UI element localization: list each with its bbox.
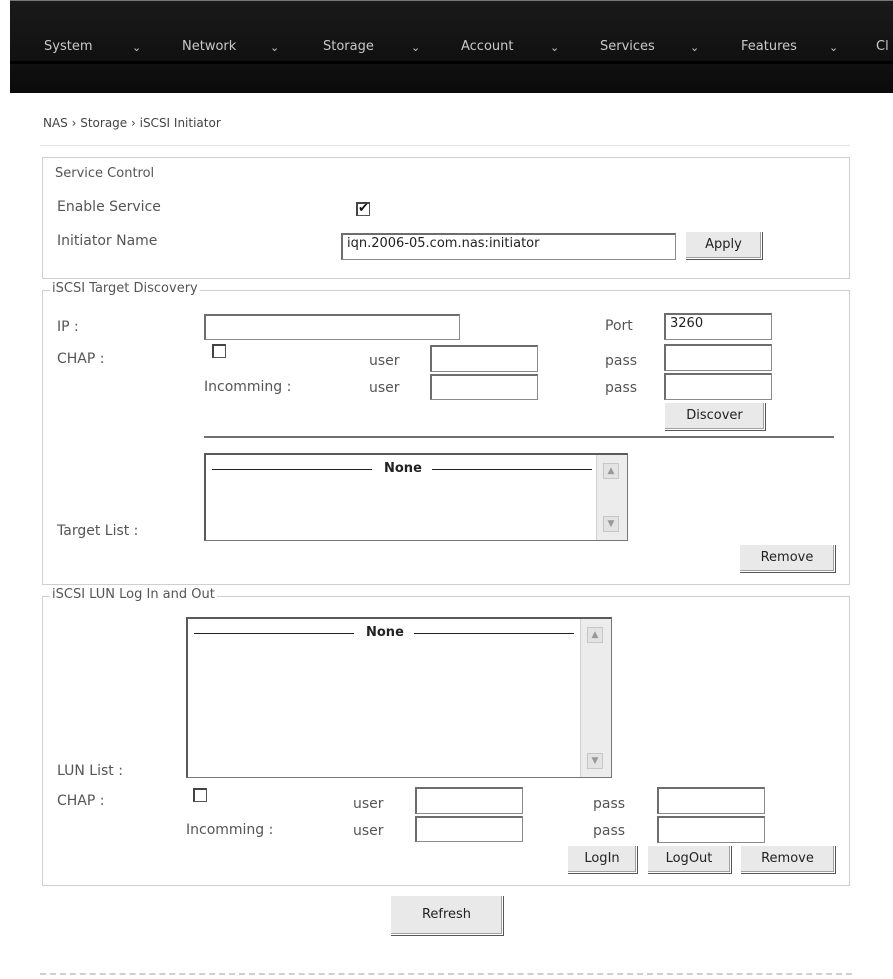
target-discovery-legend: iSCSI Target Discovery: [52, 281, 198, 296]
chevron-down-icon: ⌄: [132, 41, 142, 54]
chap-label: CHAP :: [57, 351, 105, 367]
chevron-down-icon: ⌄: [550, 41, 560, 54]
initiator-name-label: Initiator Name: [57, 233, 158, 249]
lun-legend: iSCSI LUN Log In and Out: [52, 587, 215, 602]
logout-button[interactable]: LogOut: [647, 845, 731, 873]
target-list-none-text: None: [384, 461, 422, 476]
incoming-pass-label: pass: [605, 380, 638, 396]
lun-chap-pass-label: pass: [593, 796, 626, 812]
initiator-name-input[interactable]: iqn.2006-05.com.nas:initiator: [341, 233, 676, 260]
port-label: Port: [605, 318, 633, 334]
enable-service-label: Enable Service: [57, 199, 161, 215]
lun-list-label: LUN List :: [57, 763, 123, 779]
ip-input[interactable]: [204, 314, 460, 340]
lun-incoming-pass-label: pass: [593, 823, 626, 839]
nav-more-label: Cl: [876, 39, 889, 54]
discovery-divider: [204, 436, 834, 438]
port-input[interactable]: 3260: [664, 313, 772, 340]
chap-pass-input[interactable]: [664, 344, 772, 371]
lun-list-scrollbar[interactable]: [580, 619, 611, 777]
footer-dashed-divider: [40, 973, 852, 975]
lun-incoming-label: Incomming :: [186, 822, 274, 838]
incoming-user-input[interactable]: [430, 374, 538, 400]
scroll-down-arrow-icon[interactable]: ▼: [587, 753, 603, 769]
checkmark-icon: ✔: [358, 201, 369, 216]
enable-service-checkbox[interactable]: [356, 202, 370, 216]
nav-network-label: Network: [182, 39, 237, 54]
scroll-up-arrow-icon[interactable]: ▲: [603, 463, 619, 479]
top-nav-bar: [10, 0, 893, 93]
nav-services-label: Services: [600, 39, 655, 54]
scroll-up-arrow-icon[interactable]: ▲: [587, 627, 603, 643]
nav-features-label: Features: [741, 39, 797, 54]
lun-incoming-user-label: user: [353, 823, 384, 839]
chevron-down-icon: ⌄: [829, 41, 839, 54]
chevron-down-icon: ⌄: [690, 41, 700, 54]
nav-account-label: Account: [461, 39, 514, 54]
nav-system-label: System: [44, 39, 93, 54]
nav-system[interactable]: [44, 39, 142, 54]
service-control-legend: Service Control: [55, 166, 155, 181]
target-list-none-row: [212, 461, 592, 477]
nav-storage[interactable]: [323, 39, 421, 54]
nav-storage-label: Storage: [323, 39, 374, 54]
chap-checkbox[interactable]: [212, 344, 226, 358]
login-button[interactable]: LogIn: [567, 845, 637, 873]
target-list-scrollbar[interactable]: [596, 455, 627, 540]
nav-services[interactable]: [600, 39, 700, 54]
incoming-label: Incomming :: [204, 379, 292, 395]
lun-list-box[interactable]: [186, 617, 612, 778]
lun-list-none-text: None: [366, 625, 404, 640]
incoming-user-label: user: [369, 380, 400, 396]
nav-account[interactable]: [461, 39, 560, 54]
target-remove-button[interactable]: Remove: [739, 544, 835, 572]
lun-remove-button[interactable]: Remove: [740, 845, 835, 873]
lun-chap-checkbox[interactable]: [193, 788, 207, 802]
refresh-button[interactable]: Refresh: [390, 895, 503, 935]
chap-user-label: user: [369, 353, 400, 369]
lun-incoming-pass-input[interactable]: [657, 816, 765, 843]
incoming-pass-input[interactable]: [664, 373, 772, 400]
lun-chap-user-label: user: [353, 796, 384, 812]
nav-network[interactable]: [182, 39, 280, 54]
nav-more[interactable]: [876, 39, 889, 54]
chap-user-input[interactable]: [430, 345, 538, 372]
chap-pass-label: pass: [605, 353, 638, 369]
lun-chap-label: CHAP :: [57, 793, 105, 809]
target-list-box[interactable]: [204, 453, 628, 541]
ip-label: IP :: [57, 319, 79, 335]
chevron-down-icon: ⌄: [270, 41, 280, 54]
lun-incoming-user-input[interactable]: [415, 816, 523, 842]
lun-list-none-row: [194, 625, 574, 641]
lun-chap-user-input[interactable]: [415, 787, 523, 814]
breadcrumb-divider: [40, 145, 850, 146]
discover-button[interactable]: Discover: [664, 402, 765, 430]
chevron-down-icon: ⌄: [411, 41, 421, 54]
scroll-down-arrow-icon[interactable]: ▼: [603, 516, 619, 532]
lun-chap-pass-input[interactable]: [657, 787, 765, 814]
breadcrumb: NAS › Storage › iSCSI Initiator: [43, 116, 221, 130]
nav-features[interactable]: [741, 39, 839, 54]
service-control-panel: [42, 157, 850, 279]
apply-button[interactable]: Apply: [685, 231, 762, 259]
target-list-label: Target List :: [57, 523, 139, 539]
